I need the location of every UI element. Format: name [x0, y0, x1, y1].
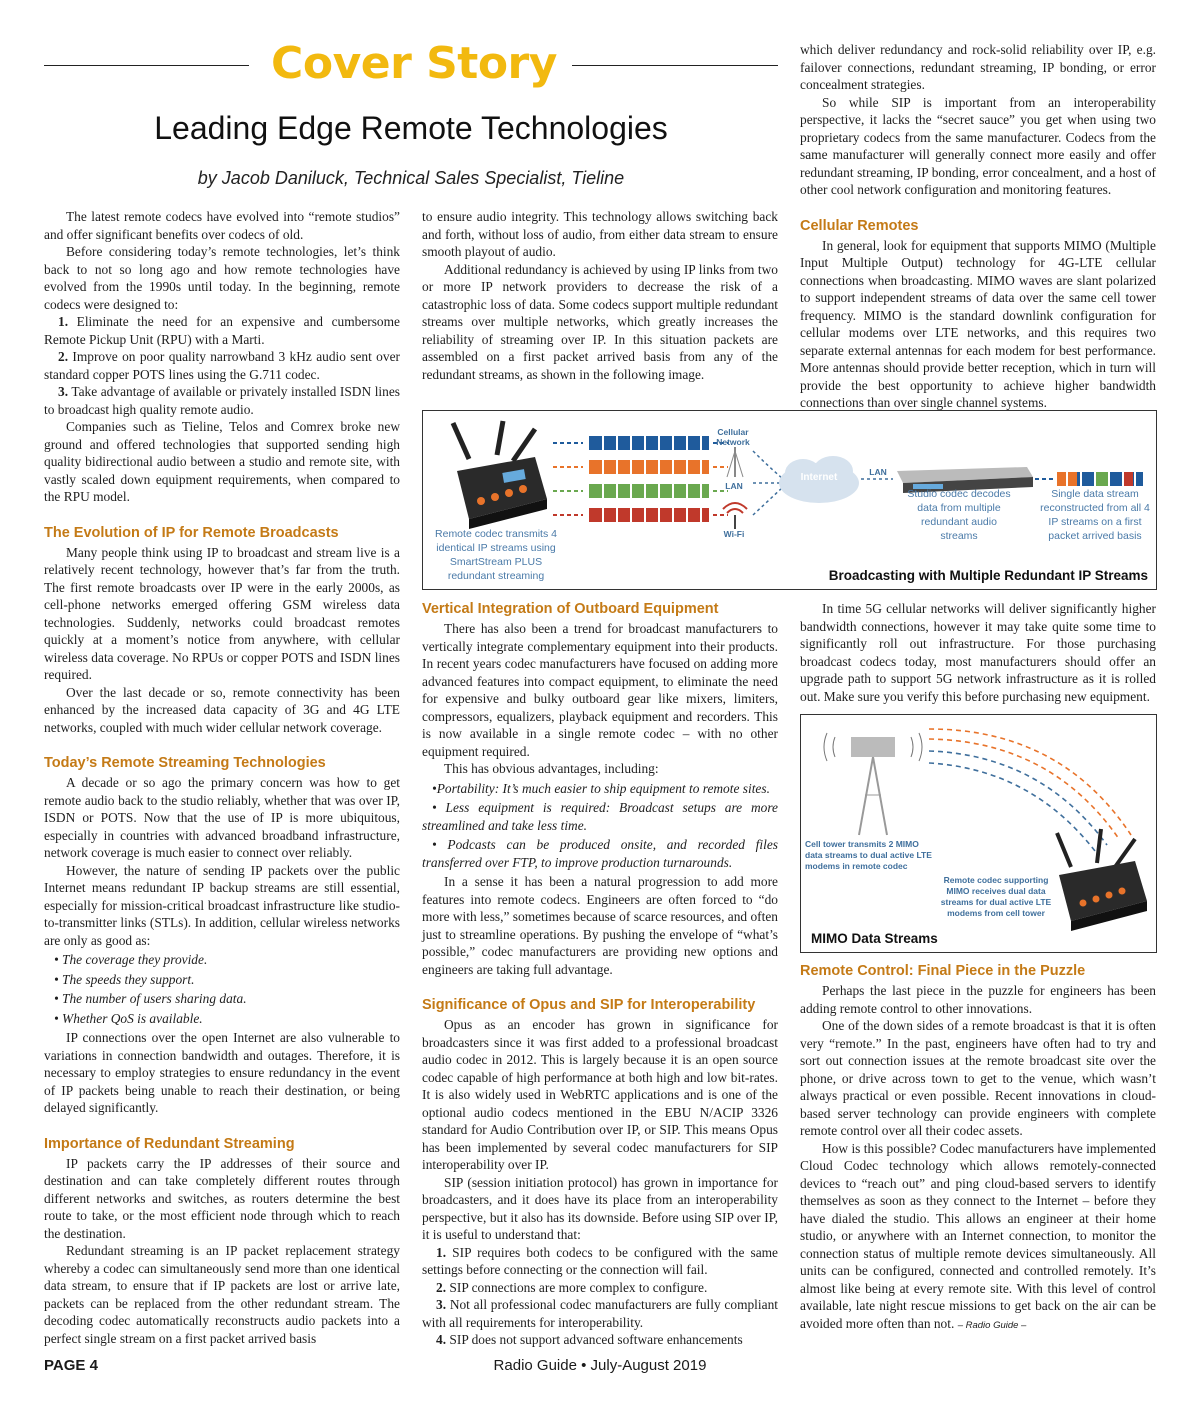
numbered-item: 3. Not all professional codec manufacturers are fully compliant with all requirements for interoperability.	[422, 1297, 778, 1330]
note-remote-codec: Remote codec transmits 4 identical IP streams using SmartStream PLUS redundant streaming	[435, 528, 557, 582]
paragraph: Redundant streaming is an IP packet replacement strategy whereby a codec can simultaneously send more than one identical data stream, to ensure that if IP packets are lost or arrive late, packets can be replaced from the other redundant stream. The decoding codec automatically reconstructs audio packets into a perfect single stream on a first packet arrived basis	[44, 1243, 400, 1346]
note-cell-tower: Cell tower transmits 2 MIMO data streams to dual active LTE modems in remote codec	[805, 839, 932, 871]
paragraph: Opus as an encoder has grown in significance for broadcasters since it was first added to a professional broadcast audio codec in 2012. This is largely because it is an open source codec capable of high performance at both high and low bit-rates. It is also widely used in WebRTC applications and is one of the optional audio codecs mentioned in the EBU N/ACIP 3326 standard for Audio Contribution over IP, or SIP. This means Opus has been implemented by several codec manufacturers for SIP interoperability over IP.	[422, 1017, 778, 1172]
paragraph: SIP (session initiation protocol) has grown in importance for broadcasters, and it does have its place from an interoperability perspective, but it also has its downside. Before using SIP over IP, it is useful to understand that:	[422, 1174, 778, 1242]
paragraph: In a sense it has been a natural progression to add more features into remote codecs. Engineers are often forced to “do more with less,” sometimes because of scarce resources, and often just to streamline operations. By pushing the envelope of “what’s possible,” codec manufacturers are providing new options and engineers are taking full advantage.	[422, 874, 778, 977]
bullet-item: • Podcasts can be produced onsite, and recorded files transferred over FTP, to improve production turnarounds.	[422, 837, 778, 870]
header-rule-left	[44, 65, 249, 66]
paragraph: Before considering today’s remote technologies, let’s think back to not so long ago and how remote technologies have evolved from the 1990s until today. In the beginning, remote codecs were designed to:	[44, 244, 400, 312]
paragraph: which deliver redundancy and rock-solid reliability over IP, e.g. failover connections, redundant streaming, IP bonding, or error concealment strategies.	[800, 42, 1156, 92]
figure-caption: MIMO Data Streams	[811, 931, 938, 946]
paragraph: IP packets carry the IP addresses of their source and destination and can take completely different routes through different networks and switches, as routers determine the best route to take, or the most efficient node through which to reach the destination.	[44, 1155, 400, 1241]
note-studio-codec: Studio codec decodes data from multiple redundant audio streams	[907, 488, 1011, 542]
bullet-item: •Portability: It’s much easier to ship equipment to remote sites.	[432, 780, 770, 796]
paragraph: How is this possible? Codec manufacturers have implemented Cloud Codec technology which allows remotely-connected devices to “reach out” and ping cloud-based servers to identify themselves as soon as they connect to the Internet – before they have dialed the studio. This allows an engineer at their home studio, or anywhere with an Internet connection, to monitor the connection status of multiple remote devices simultaneously. All units can be configured, connected and controlled remotely. It’s almost like being at every remote site. With this level of control available, late night rescue missions to get back on the air can be avoided more often than not. – Radio Guide –	[800, 1140, 1156, 1331]
paragraph: In time 5G cellular networks will deliver significantly higher bandwidth connections, however it may take quite some time to significantly roll out infrastructure. For those purchasing broadcast codecs today, most manufacturers should offer an upgrade path to support 5G network infrastructure as it is rolled out. Make sure you verify this before purchasing new equipment.	[800, 601, 1156, 704]
section-kicker: Cover Story	[271, 38, 557, 89]
paragraph: The latest remote codecs have evolved into “remote studios” and offer significant benefits over codecs of old.	[44, 209, 400, 242]
bullet-item: • The coverage they provide.	[54, 952, 208, 967]
section-heading: Importance of Redundant Streaming	[44, 1135, 295, 1152]
section-heading: The Evolution of IP for Remote Broadcasts	[44, 524, 339, 541]
paragraph: There has also been a trend for broadcast manufacturers to vertically integrate complementary equipment into their products. In recent years codec manufacturers have focused on adding more advanced features into compact equipment, to eliminate the need for expensive and bulky outboard gear like mixers, limiters, compressors, equalizers, playback equipment and recorders. This is now available in a single remote codec – with no other equipment required.	[422, 621, 778, 759]
bullet-item: • The speeds they support.	[54, 971, 195, 987]
bullet-item: • Whether QoS is available.	[54, 1010, 203, 1026]
single-stream	[1057, 472, 1143, 486]
paragraph: Perhaps the last piece in the puzzle for engineers has been adding remote control to other innovations.	[800, 983, 1156, 1016]
paragraph: IP connections over the open Internet are also vulnerable to variations in connection bandwidth and outages. Therefore, it is necessary to employ strategies to ensure redundancy in the event of IP packets being unable to reach their destination, or being delayed significantly.	[44, 1030, 400, 1115]
label-lan: LAN	[869, 467, 887, 477]
article-headline: Leading Edge Remote Technologies	[154, 110, 668, 146]
numbered-item: 4. SIP does not support advanced software enhancements	[436, 1332, 743, 1347]
paragraph: So while SIP is important from an interoperability perspective, it lacks the “secret sauce” you get when using two proprietary codecs from the same manufacturer. Codecs from the same manufacturer will generally connect more easily and offer redundant streaming, IP bonding, error concealment, and a host of other cool network configuration and monitoring features.	[800, 94, 1156, 197]
header-rule-right	[572, 65, 778, 66]
note-remote-codec: Remote codec supporting MIMO receives dual data streams for dual active LTE modems from cell tower	[940, 875, 1052, 918]
remote-codec-device	[453, 421, 547, 529]
figure-caption: Broadcasting with Multiple Redundant IP Streams	[828, 568, 1148, 583]
paragraph: One of the down sides of a remote broadcast is that it is often very “remote.” In the past, engineers have often had to try and sort out connection issues at the remote broadcast site over the phone, or drive across town to get to the venue, which wasn’t always practical or even possible. Recent innovations in cloud-based server technology can provide engineers with complete remote control over all their codec assets.	[800, 1018, 1156, 1138]
figure-redundant-streams	[422, 410, 1157, 590]
numbered-item: 3. Take advantage of available or privately installed ISDN lines to broadcast high quality remote audio.	[44, 384, 400, 417]
bullet-item: • The number of users sharing data.	[54, 991, 247, 1006]
section-heading: Today’s Remote Streaming Technologies	[44, 755, 326, 771]
paragraph: However, the nature of sending IP packets over the public Internet means redundant IP backup streams are still essential, especially for mission-critical broadcast infrastructure like studio-to-transmitter links (STLs). In addition, cellular wireless networks are only as good as:	[44, 862, 400, 948]
bullet-item: • Less equipment is required: Broadcast setups are more streamlined and take less time.	[422, 800, 778, 833]
paragraph: Many people think using IP to broadcast and stream live is a relatively recent technology, however that’s far from the truth. The first remote broadcasts over IP were in the early 2000s, as cell-phone networks emerged offering GSM wireless data technologies. Suddenly, networks could broadcast remotes quickly at a moment’s notice from anywhere, with cellular wireless data coverage. No RPUs or copper POTS and ISDN lines required.	[44, 544, 400, 682]
numbered-item: 2. SIP connections are more complex to configure.	[436, 1279, 708, 1295]
note-single-stream: Single data stream reconstructed from all 4 IP streams on a first packet arrived basis	[1040, 488, 1150, 542]
page-number: PAGE 4	[44, 1357, 98, 1374]
paragraph: Companies such as Tieline, Telos and Comrex broke new ground and offered technologies that supported sending high quality bidirectional audio between a studio and remote site, with vastly scaled down equipment requirements, when compared to the RPU model.	[44, 419, 400, 504]
section-heading: Cellular Remotes	[800, 217, 919, 234]
stream-arrows	[553, 436, 728, 522]
label-wifi: Wi-Fi	[723, 529, 745, 539]
numbered-item: 1. Eliminate the need for an expensive and cumbersome Remote Pickup Unit (RPU) with a Marti.	[44, 314, 400, 347]
section-heading: Vertical Integration of Outboard Equipment	[422, 601, 719, 617]
signature: – Radio Guide –	[957, 1319, 1027, 1331]
label-lan: LAN	[725, 481, 743, 491]
section-heading: Remote Control: Final Piece in the Puzzle	[800, 963, 1086, 979]
remote-codec-device	[1057, 829, 1147, 931]
paragraph: Additional redundancy is achieved by using IP links from two or more IP network providers to decrease the risk of a catastrophic loss of data. Some codecs support multiple redundant streams over multiple networks, which greatly increases the reliability of streaming over IP. In this situation packets are assembled on a first packet arrived basis from any of the redundant streams, as shown in the following image.	[422, 261, 778, 382]
column-3-middle	[800, 600, 1156, 705]
network-links	[753, 451, 783, 515]
column-3-bottom	[800, 962, 1156, 1334]
wifi-icon	[723, 503, 747, 529]
paragraph: In general, look for equipment that supports MIMO (Multiple Input Multiple Output) technology for 4G-LTE cellular connections when broadcasting. MIMO waves are slant polarized to support independent streams of data over the same cell tower frequency. MIMO is the standard downlink configuration for cellular modems over LTE networks, and this requires two separate external antennas for each modem for best performance. More antennas should provide better reception, which in turn will provide the best opportunity to achieve higher bandwidth connections than over single channel systems.	[800, 237, 1156, 410]
paragraph: This has obvious advantages, including:	[444, 761, 659, 776]
column-2-bottom	[422, 600, 778, 1349]
label-cellular-network: Cellular Network	[716, 427, 750, 447]
column-2-top	[422, 208, 778, 383]
figure-mimo-streams	[800, 714, 1157, 953]
article-byline: by Jacob Daniluck, Technical Sales Specialist, Tieline	[197, 168, 625, 188]
cell-tower-icon	[727, 447, 743, 477]
publication-footer: Radio Guide • July-August 2019	[493, 1357, 707, 1374]
paragraph: A decade or so ago the primary concern was how to get remote audio back to the studio reliably, whether that was over IP, ISDN or POTS. Now that the use of IP is more ubiquitous, especially in countries with advanced broadband infrastructure, network coverage is much easier to connect over reliably.	[44, 775, 400, 860]
section-heading: Significance of Opus and SIP for Interoperability	[422, 997, 756, 1013]
cell-tower-icon	[824, 733, 922, 835]
numbered-item: 1. SIP requires both codecs to be configured with the same settings before connecting or the connection will fail.	[422, 1244, 778, 1277]
label-internet: Internet	[800, 472, 838, 483]
column-3-top	[800, 41, 1156, 412]
numbered-item: 2. Improve on poor quality narrowband 3 kHz audio sent over standard copper POTS lines using the G.711 codec.	[44, 349, 400, 382]
paragraph: Over the last decade or so, remote connectivity has been enhanced by the increased data capacity of 3G and 4G LTE networks, coupled with much wider cellular network coverage.	[44, 684, 400, 735]
column-1	[44, 208, 400, 1347]
paragraph: to ensure audio integrity. This technology allows switching back and forth, without loss of audio, from either data stream to ensure smooth playout of audio.	[422, 209, 778, 259]
